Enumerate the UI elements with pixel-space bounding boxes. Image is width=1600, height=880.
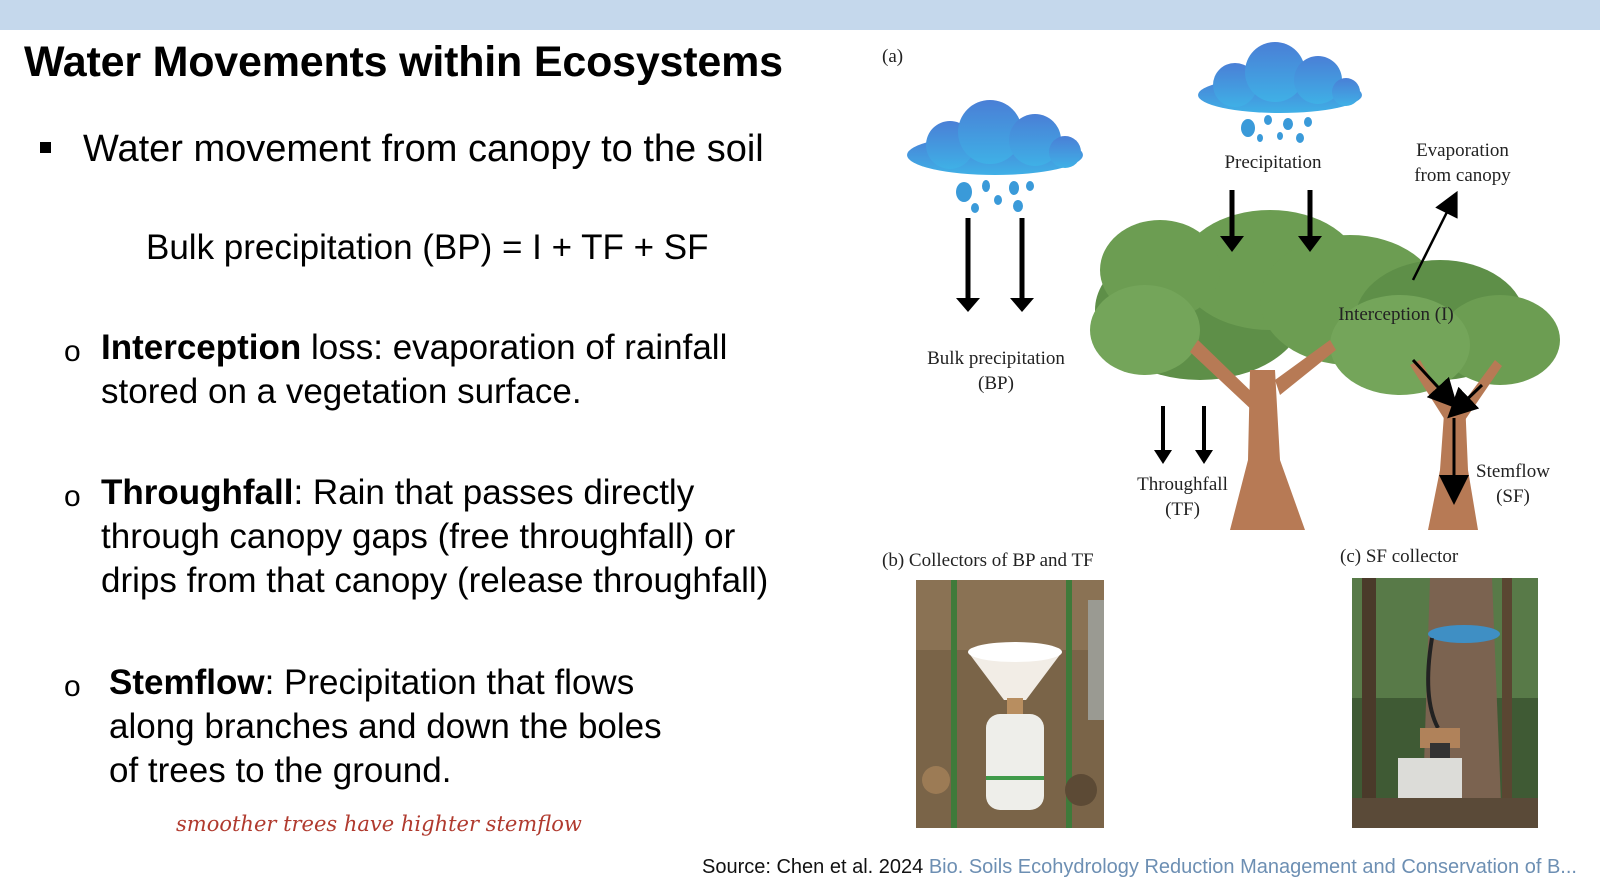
figure: [880, 40, 1600, 840]
arrow-tf-2-head: [1195, 450, 1213, 464]
handwritten-note: smoother trees have highter stemflow: [176, 812, 582, 836]
stemflow-term: Stemflow: [109, 663, 265, 702]
interception-label: Interception (I): [1338, 304, 1454, 325]
arrow-bp-1-head: [956, 298, 980, 312]
stemflow-def: : Precipitation that flows: [264, 663, 635, 702]
stemflow-label: [1466, 459, 1560, 509]
source-link[interactable]: Bio. Soils Ecohydrology Reduction Management and Conservation of B...: [923, 856, 1577, 878]
precipitation-label: Precipitation: [1224, 152, 1322, 173]
stemflow-photo-illustration: [1352, 578, 1538, 828]
arrow-tf-1-head: [1154, 450, 1172, 464]
interception-item: [101, 326, 727, 414]
raindrops-icon-left: [956, 180, 1034, 213]
interception-term: Interception: [101, 328, 302, 367]
interception-def: loss: evaporation of rainfall: [301, 328, 728, 367]
interception-def-line2: stored on a vegetation surface.: [101, 372, 582, 411]
bulk-precipitation-label: [906, 346, 1086, 396]
cloud-icon-top: [1198, 42, 1362, 113]
arrow-bp-2-head: [1010, 298, 1034, 312]
cloud-icon-left: [907, 100, 1083, 175]
throughfall-term: Throughfall: [101, 473, 294, 512]
stemflow-label-line2: (SF): [1496, 486, 1530, 507]
bulk-label-line1: Bulk precipitation: [927, 348, 1065, 369]
source-prefix: Source: Chen et al. 2024: [702, 856, 924, 878]
panel-a-label: (a): [882, 46, 904, 67]
main-bullet: Water movement from canopy to the soil: [83, 128, 764, 170]
evaporation-label: [1390, 138, 1535, 188]
evaporation-label-line1: Evaporation: [1416, 140, 1509, 161]
photo-bp-tf-collector: [916, 580, 1104, 828]
square-bullet-icon: [40, 142, 51, 153]
collector-photo-illustration: [916, 580, 1104, 828]
throughfall-def-line2: through canopy gaps (free throughfall) or: [101, 517, 736, 556]
source-citation: [702, 856, 1577, 879]
equation: Bulk precipitation (BP) = I + TF + SF: [146, 228, 709, 267]
stemflow-def-line3: of trees to the ground.: [109, 751, 452, 790]
stemflow-item: [109, 661, 662, 793]
circle-bullet-icon: o: [64, 480, 81, 513]
tree-canopy: [1090, 210, 1560, 395]
raindrops-icon-top: [1241, 115, 1312, 143]
throughfall-label-line1: Throughfall: [1137, 474, 1228, 495]
throughfall-label: [1120, 472, 1245, 522]
top-banner: [0, 0, 1600, 30]
throughfall-item: [101, 471, 768, 603]
photo-sf-collector: [1352, 578, 1538, 828]
bulk-label-line2: (BP): [978, 373, 1014, 394]
stemflow-def-line2: along branches and down the boles: [109, 707, 662, 746]
stemflow-label-line1: Stemflow: [1476, 461, 1550, 482]
evaporation-label-line2: from canopy: [1414, 165, 1511, 186]
throughfall-def-line3: drips from that canopy (release throughfall): [101, 561, 769, 600]
throughfall-label-line2: (TF): [1165, 499, 1200, 520]
circle-bullet-icon: o: [64, 335, 81, 368]
slide-title: Water Movements within Ecosystems: [24, 38, 783, 86]
panel-b-label: (b) Collectors of BP and TF: [882, 550, 1094, 571]
panel-c-label: (c) SF collector: [1340, 546, 1459, 567]
throughfall-def: : Rain that passes directly: [293, 473, 695, 512]
circle-bullet-icon: o: [64, 670, 81, 703]
